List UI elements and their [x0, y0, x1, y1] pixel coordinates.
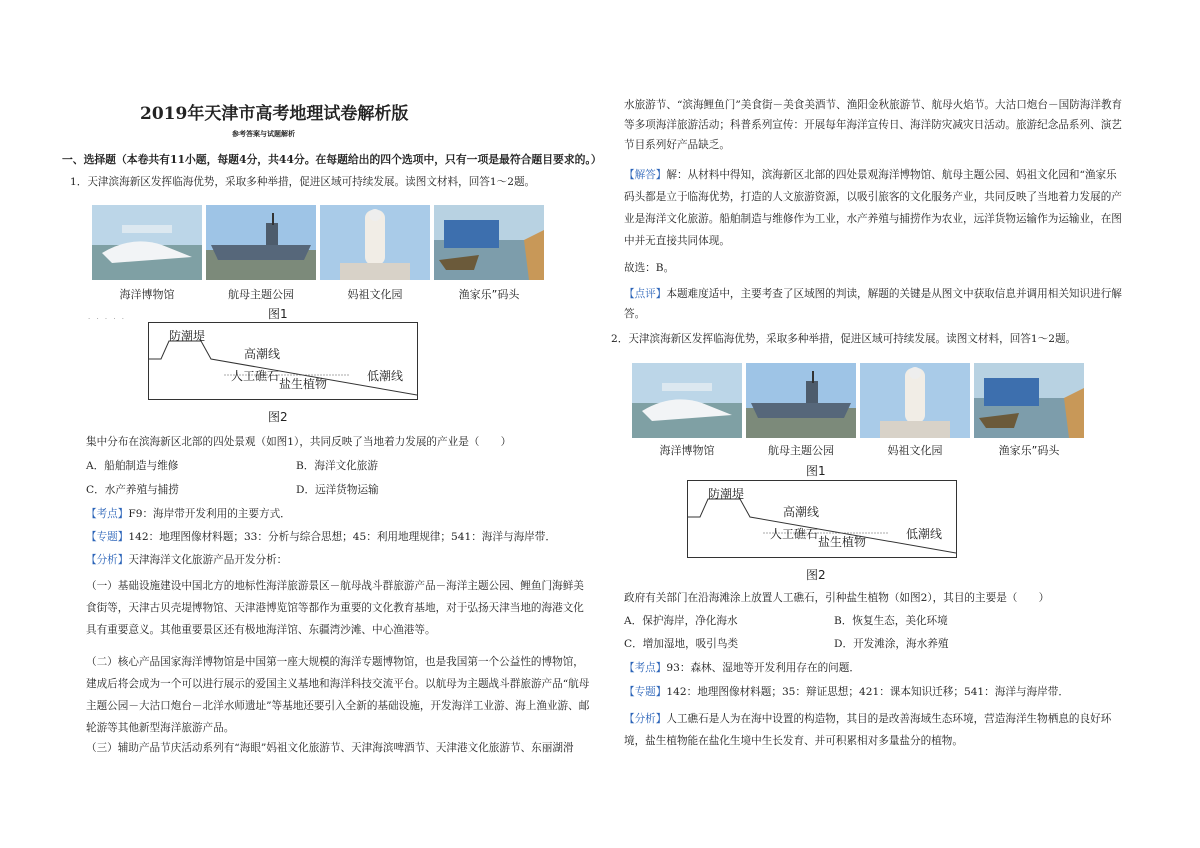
right-cont1: 水旅游节、“滨海鲤鱼门”美食街－美食美酒节、渔阳金秋旅游节、航母火焰节。大沽口炮台－国防海洋教育等多项海洋旅游活动；科普系列宣传：开展每年海洋宣传日、海洋防灾减灾日活动。旅游纪念品系列、演艺节目系列好产品缺乏。	[624, 99, 1123, 151]
q1-zhuanti	[86, 530, 556, 545]
q1-photo-row	[92, 205, 544, 280]
caption-museum-2: 海洋博物馆	[659, 444, 715, 457]
divider-dots: · · · · ·	[88, 315, 127, 323]
q1-fenxi	[86, 553, 287, 568]
jieda-text: 解：从材料中得知，滨海新区北部的四处景观海洋博物馆、航母主题公园、妈祖文化园和“渔家乐码头都是立于临海优势，打造的人文旅游资源，以吸引旅客的文化服务产业，共同反映了当地着力发展的产业是海洋文化旅游。船舶制造与维修作为工业，水产养殖与捕捞作为农业，远洋货物运输作为运输业，在图中并无直接共同体现。	[624, 169, 1122, 247]
caption-mazu-2: 妈祖文化园	[887, 444, 943, 457]
label-reef: 人工礁石	[231, 369, 280, 383]
section-heading: 一、选择题（本卷共有11小题，每题4分，共44分。在每题给出的四个选项中，只有一项是最符合题目要求的。）	[62, 153, 602, 166]
right-jieda	[624, 164, 1124, 252]
q2-zhuanti-text: 142：地理图像材料题；35：辩证思想；421：课本知识迁移；541：海洋与海岸带．	[666, 686, 1069, 698]
label-high-tide-2: 高潮线	[783, 505, 820, 519]
fishing-dock-photo-2	[974, 363, 1084, 438]
zhuanti-tag: 【专题】	[86, 531, 129, 543]
fig1-label: 图1	[268, 307, 288, 321]
q1-stem: 1．天津滨海新区发挥临海优势，采取多种举措，促进区域可持续发展。读图文材料，回答1～2题。	[70, 176, 536, 188]
q2-fenxi	[624, 708, 1124, 752]
q1-kaodian	[86, 507, 291, 522]
carrier-photo	[206, 205, 316, 280]
caption-mazu: 妈祖文化园	[347, 288, 403, 301]
page-subtitle: 参考答案与试题解析	[232, 129, 295, 138]
caption-museum: 海洋博物馆	[119, 288, 175, 301]
caption-carrier-2: 航母主题公园	[768, 444, 834, 457]
label-low-tide: 低潮线	[367, 369, 404, 383]
q1-para2: （二）核心产品国家海洋博物馆是中国第一座大规模的海洋专题博物馆，也是我国第一个公益性的博物馆，建成后将会成为一个可以进行展示的爱国主义基地和海洋科技交流平台。以航母为主题战斗群旅游产品“航母主题公园－大沽口炮台－北洋水师遗址”等基地还要引入全新的基础设施，开发海洋工业游、海上渔业游、邮轮游等其他新型海洋旅游产品。	[86, 656, 590, 734]
mazu-photo-2	[860, 363, 970, 438]
q2-option-c: C．增加湿地，吸引鸟类	[624, 638, 739, 650]
museum-photo-2	[632, 363, 742, 438]
label-dike: 防潮堤	[169, 329, 206, 343]
carrier-photo-2	[746, 363, 856, 438]
label-reef-2: 人工礁石	[770, 527, 819, 541]
label-salt-plant-2: 盐生植物	[818, 535, 867, 549]
kaodian-tag: 【考点】	[86, 508, 129, 520]
kaodian-text: F9：海岸带开发利用的主要方式．	[128, 508, 291, 520]
dianping-tag: 【点评】	[624, 288, 667, 300]
q1-option-d: D．远洋货物运输	[296, 484, 379, 496]
fenxi-text: 天津海洋文化旅游产品开发分析：	[128, 554, 288, 566]
q1-option-b: B．海洋文化旅游	[296, 460, 378, 472]
q1-para1: （一）基础设施建设中国北方的地标性海洋旅游景区－航母战斗群旅游产品－海洋主题公园、鲤鱼门海鲜美食街等，天津古贝壳堤博物馆、天津港博览馆等都作为重要的文化教育基地，对于弘扬天津当地的海港文化具有重要意义。其他重要景区还有极地海洋馆、东疆湾沙滩、中心渔港等。	[86, 580, 584, 636]
coast-diagram-2	[687, 480, 957, 558]
q2-option-b: B．恢复生态，美化环境	[834, 615, 948, 627]
caption-dock-2: 渔家乐”码头	[998, 444, 1060, 457]
mazu-photo	[320, 205, 430, 280]
fishing-dock-photo	[434, 205, 544, 280]
q2-question: 政府有关部门在沿海滩涂上放置人工礁石，引种盐生植物（如图2），其目的主要是（ ）	[624, 592, 1050, 604]
jieda-tag: 【解答】	[624, 169, 667, 181]
label-high-tide: 高潮线	[244, 347, 281, 361]
right-dianping	[624, 284, 1124, 324]
q2-kaodian	[624, 661, 860, 676]
label-low-tide-2: 低潮线	[906, 527, 943, 541]
fig2-label-2: 图2	[806, 568, 826, 582]
q2-option-d: D．开发滩涂，海水养殖	[834, 638, 949, 650]
caption-carrier: 航母主题公园	[228, 288, 294, 301]
label-dike-2: 防潮堤	[708, 487, 745, 501]
caption-dock: 渔家乐”码头	[458, 288, 520, 301]
fig1-label-2: 图1	[806, 464, 826, 478]
fenxi-tag: 【分析】	[86, 554, 129, 566]
coast-diagram	[148, 322, 418, 400]
q2-kaodian-tag: 【考点】	[624, 662, 667, 674]
q2-zhuanti	[624, 685, 1069, 700]
q2-stem: 2．天津滨海新区发挥临海优势，采取多种举措，促进区域可持续发展。读图文材料，回答1～2题。	[611, 333, 1077, 345]
q1-option-c: C．水产养殖与捕捞	[86, 484, 179, 496]
q1-para3: （三）辅助产品节庆活动系列有“海眼”妈祖文化旅游节、天津海滨啤酒节、天津港文化旅游节、东丽湖滑	[86, 742, 574, 754]
zhuanti-text: 142：地理图像材料题；33：分析与综合思想；45：利用地理规律；541：海洋与海岸带．	[128, 531, 556, 543]
q2-zhuanti-tag: 【专题】	[624, 686, 667, 698]
q1-option-a: A．船舶制造与维修	[86, 460, 179, 472]
q2-kaodian-text: 93：森林、湿地等开发利用存在的问题．	[666, 662, 860, 674]
q2-fenxi-tag: 【分析】	[624, 713, 667, 725]
dianping-text: 本题难度适中，主要考查了区域图的判读，解题的关键是从图文中获取信息并调用相关知识进行解答。	[624, 288, 1122, 320]
museum-photo	[92, 205, 202, 280]
q2-photo-row	[632, 363, 1084, 438]
right-guxuan: 故选：B。	[624, 262, 675, 274]
page-title: 2019年天津市高考地理试卷解析版	[140, 104, 409, 124]
fig2-label: 图2	[268, 410, 288, 424]
label-salt-plant: 盐生植物	[279, 377, 328, 391]
q1-question: 集中分布在滨海新区北部的四处景观（如图1），共同反映了当地着力发展的产业是（ ）	[86, 436, 512, 448]
q2-fenxi-text: 人工礁石是人为在海中设置的构造物，其目的是改善海域生态环境，营造海洋生物栖息的良好环境，盐生植物能在盐化生境中生长发育、并可积累相对多量盐分的植物。	[624, 713, 1112, 747]
q2-option-a: A．保护海岸，净化海水	[624, 615, 738, 627]
